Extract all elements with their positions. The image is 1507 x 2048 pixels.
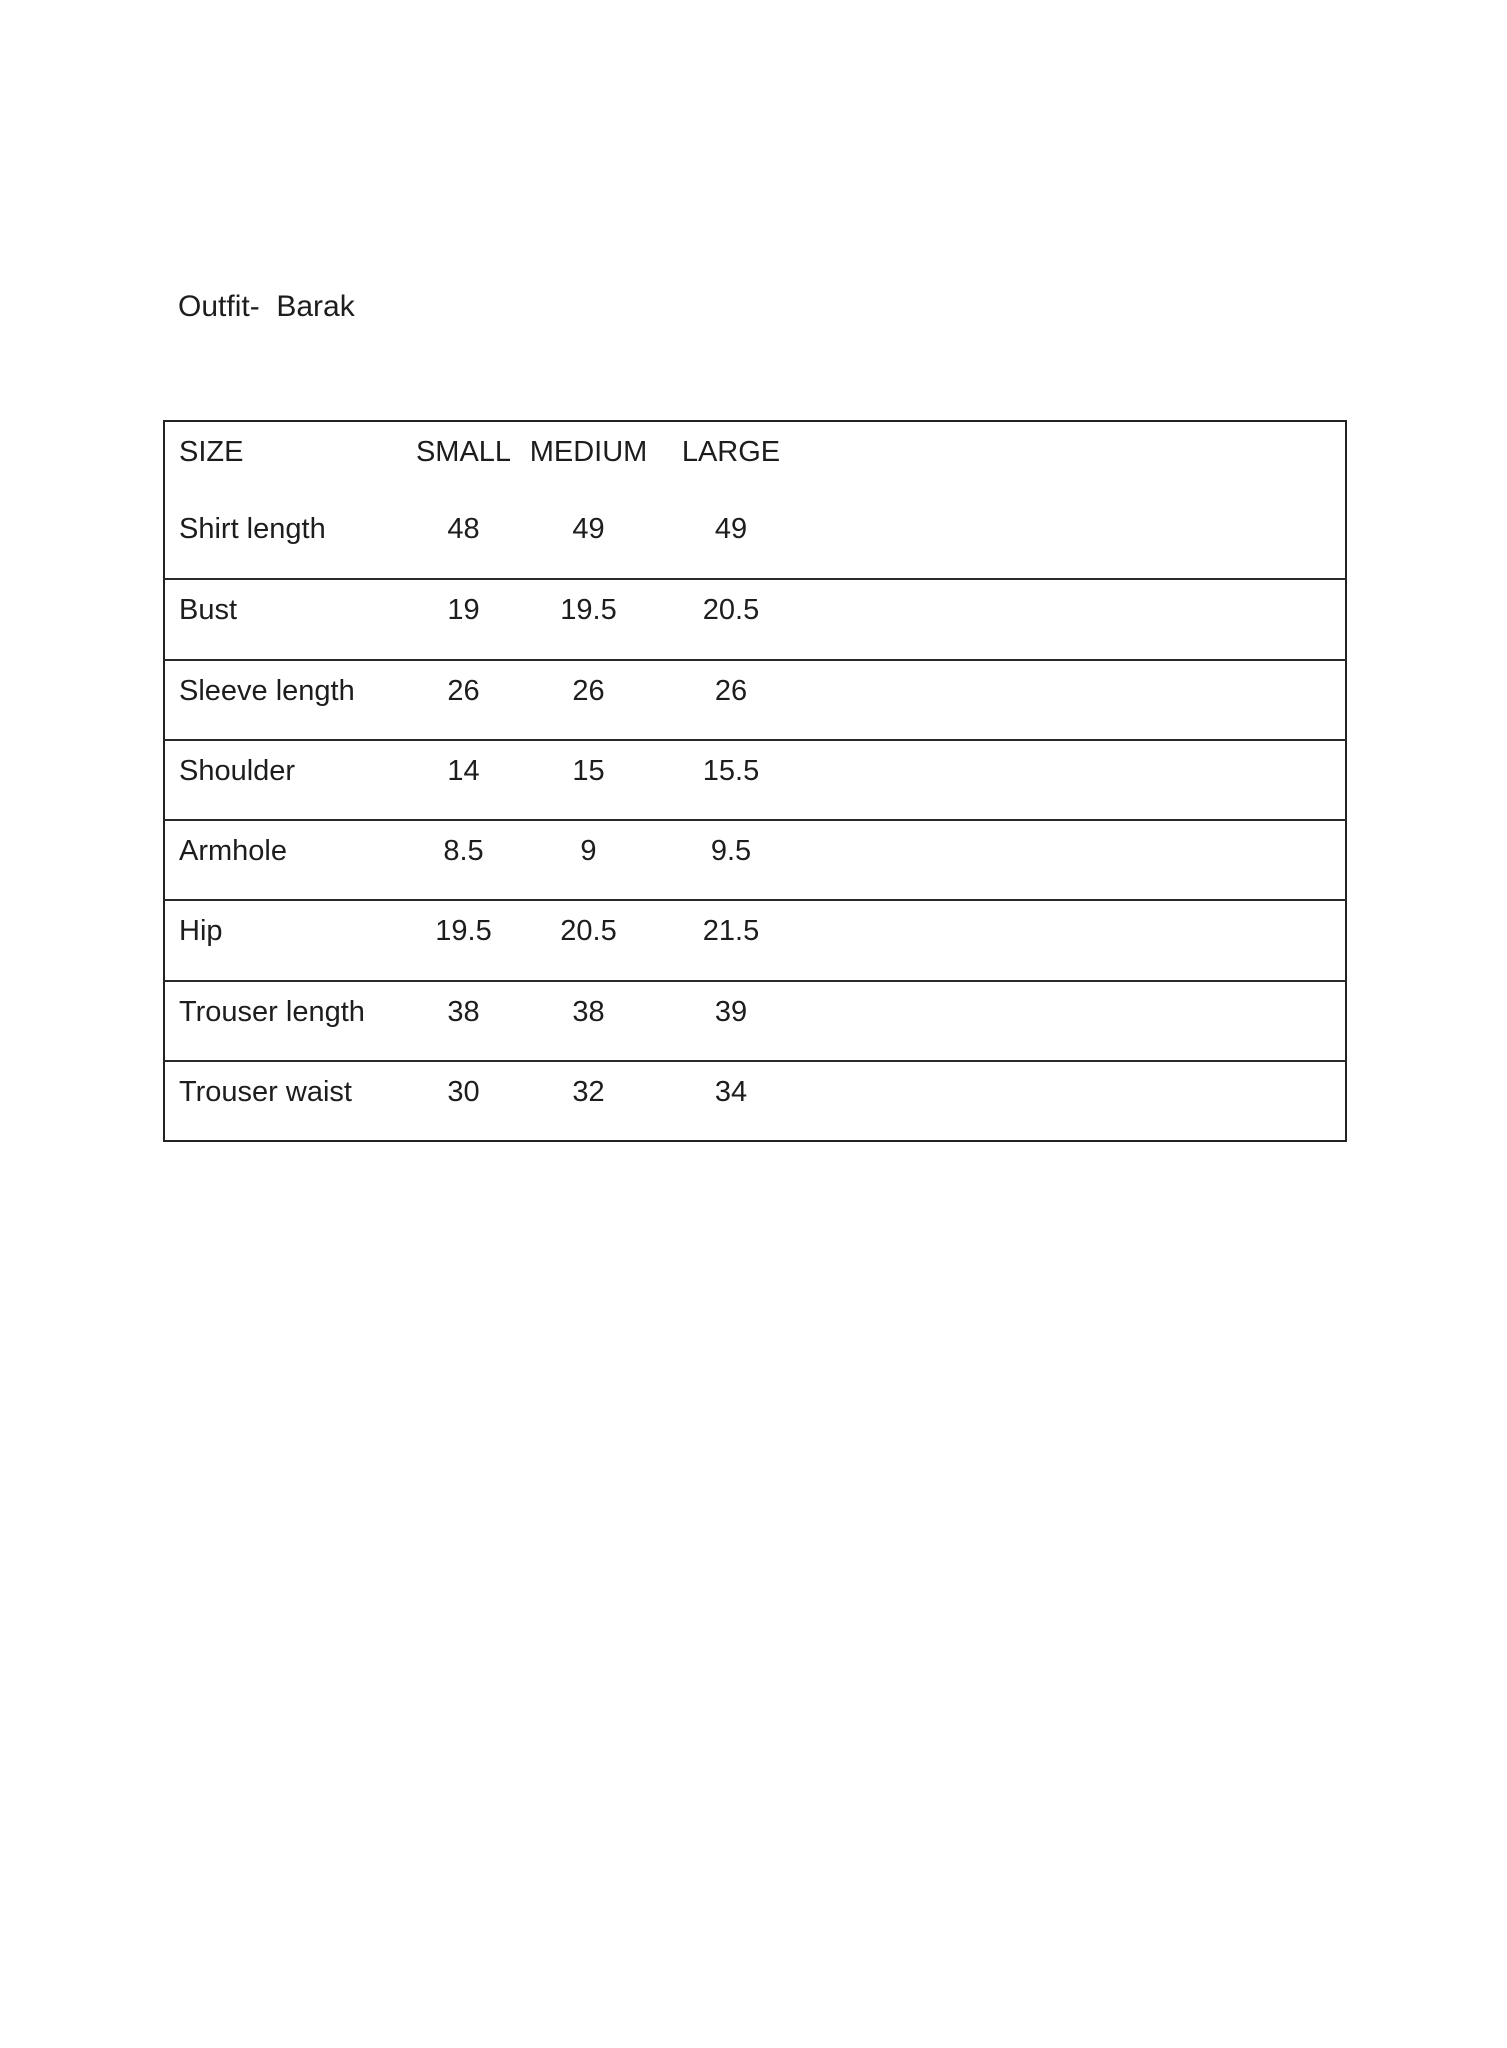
table-row-sleeve-length <box>164 660 1346 740</box>
cell-filler <box>801 499 1346 579</box>
cell-small-value: 38 <box>447 995 480 1028</box>
cell-medium-value: 20.5 <box>560 915 617 948</box>
page-title: Outfit- Barak <box>178 290 355 323</box>
cell-large-value: 49 <box>714 513 748 545</box>
column-header-medium: MEDIUM <box>529 436 648 468</box>
cell-small-value: 48 <box>447 513 480 545</box>
table-row-trouser-waist <box>164 1061 1346 1141</box>
row-label: Bust <box>179 594 238 627</box>
cell-large-value: 9.5 <box>710 835 752 867</box>
cell-filler <box>801 1061 1346 1141</box>
cell-filler <box>801 579 1346 659</box>
row-label: Shoulder <box>179 754 296 787</box>
cell-filler <box>801 740 1346 820</box>
column-header-filler <box>801 421 1346 499</box>
cell-small-value: 14 <box>447 754 480 787</box>
cell-medium-value: 15 <box>572 754 605 787</box>
cell-small-value: 19 <box>447 594 480 627</box>
table-row-shirt-length <box>164 499 1346 579</box>
row-label: Trouser waist <box>179 1075 352 1108</box>
table-row-trouser-length <box>164 981 1346 1061</box>
cell-medium-value: 26 <box>572 674 605 707</box>
cell-small-value: 8.5 <box>443 835 484 867</box>
size-chart-table <box>163 420 1347 1142</box>
row-label: Armhole <box>179 835 287 867</box>
cell-medium-value: 38 <box>572 995 605 1028</box>
table-row-armhole <box>164 820 1346 900</box>
cell-medium-value: 19.5 <box>560 594 617 627</box>
column-header-size: SIZE <box>179 436 244 468</box>
cell-small-value: 30 <box>447 1075 480 1108</box>
cell-filler <box>801 900 1346 980</box>
column-header-large: LARGE <box>681 436 781 468</box>
column-header-small: SMALL <box>415 436 512 468</box>
cell-filler <box>801 981 1346 1061</box>
cell-large-value: 15.5 <box>702 754 760 787</box>
table-row-hip <box>164 900 1346 980</box>
table-row-bust <box>164 579 1346 659</box>
cell-large-value: 20.5 <box>702 594 760 627</box>
cell-medium-value: 32 <box>572 1075 605 1108</box>
cell-small-value: 19.5 <box>435 915 492 948</box>
table-header-row <box>164 421 1346 499</box>
table-row-shoulder <box>164 740 1346 820</box>
row-label: Sleeve length <box>179 674 355 707</box>
cell-medium-value: 49 <box>572 513 605 545</box>
cell-large-value: 21.5 <box>702 915 760 948</box>
cell-large-value: 34 <box>714 1075 748 1108</box>
cell-filler <box>801 820 1346 900</box>
cell-filler <box>801 660 1346 740</box>
cell-large-value: 26 <box>714 674 748 707</box>
cell-small-value: 26 <box>447 674 480 707</box>
cell-medium-value: 9 <box>580 835 597 867</box>
cell-large-value: 39 <box>714 995 748 1028</box>
row-label: Trouser length <box>179 995 365 1028</box>
row-label: Hip <box>179 915 223 948</box>
row-label: Shirt length <box>179 513 326 545</box>
